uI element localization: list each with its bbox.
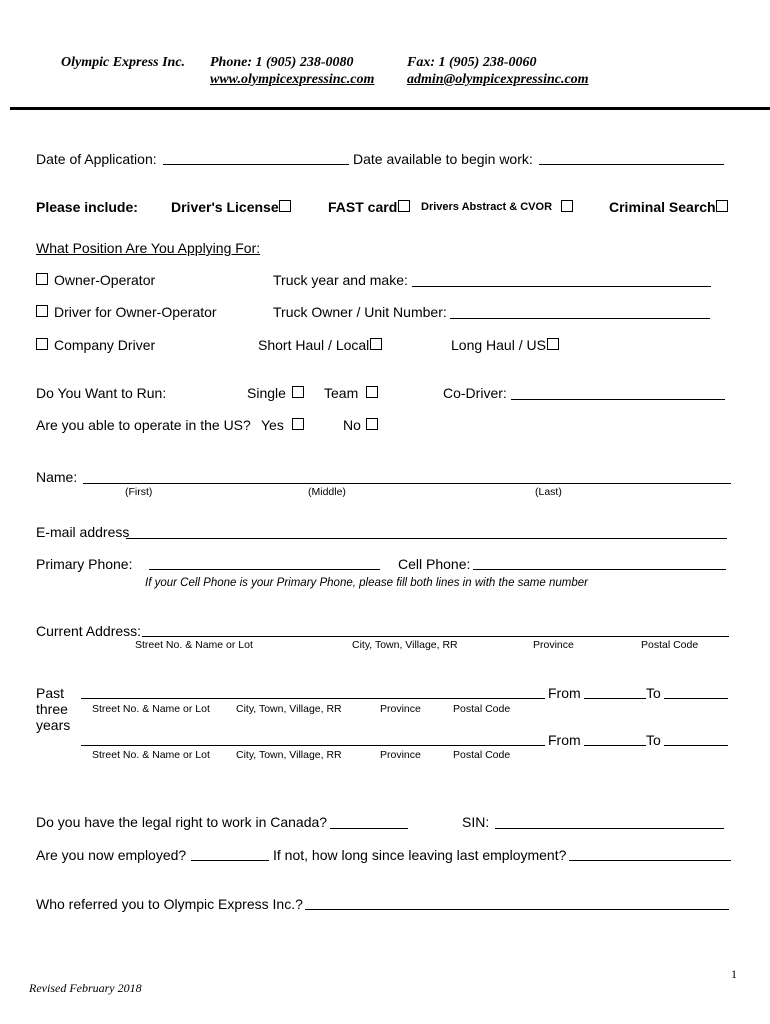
sin-field[interactable] bbox=[495, 828, 724, 829]
date-available-field[interactable] bbox=[539, 164, 724, 165]
drivers-license-checkbox[interactable] bbox=[279, 200, 291, 212]
co-driver-label: Co-Driver: bbox=[443, 385, 507, 401]
past-address-2-field[interactable] bbox=[81, 745, 545, 746]
owner-operator-label: Owner-Operator bbox=[54, 272, 156, 288]
name-middle-caption: (Middle) bbox=[308, 486, 346, 498]
single-checkbox[interactable] bbox=[292, 386, 304, 398]
name-first-caption: (First) bbox=[125, 486, 153, 498]
company-driver-checkbox[interactable] bbox=[36, 338, 48, 350]
email-address-field[interactable] bbox=[126, 538, 727, 539]
truck-owner-unit-label: Truck Owner / Unit Number: bbox=[273, 304, 447, 320]
phone-note: If your Cell Phone is your Primary Phone, please fill both lines in with the same number bbox=[145, 577, 588, 589]
website-link[interactable]: www.olympicexpressinc.com bbox=[210, 72, 375, 87]
team-label: Team bbox=[324, 385, 359, 401]
past-1-postal-caption: Postal Code bbox=[453, 703, 511, 715]
driver-for-oo-checkbox[interactable] bbox=[36, 305, 48, 317]
us-operate-label: Are you able to operate in the US? bbox=[36, 417, 251, 433]
us-yes-label: Yes bbox=[261, 417, 284, 433]
team-checkbox[interactable] bbox=[366, 386, 378, 398]
past-2-to-label: To bbox=[646, 732, 661, 748]
single-label: Single bbox=[247, 385, 286, 401]
past-1-from-field[interactable] bbox=[584, 698, 646, 699]
company-name: Olympic Express Inc. bbox=[61, 55, 186, 70]
since-leaving-label: If not, how long since leaving last employment? bbox=[273, 847, 567, 863]
past-2-to-field[interactable] bbox=[664, 745, 728, 746]
past-1-to-field[interactable] bbox=[664, 698, 728, 699]
email-address-label: E-mail address bbox=[36, 524, 130, 540]
run-label: Do You Want to Run: bbox=[36, 385, 167, 401]
past-1-city-caption: City, Town, Village, RR bbox=[236, 703, 342, 715]
revised-date: Revised February 2018 bbox=[29, 981, 142, 995]
past-1-to-label: To bbox=[646, 685, 661, 701]
page-number: 1 bbox=[731, 967, 737, 981]
past-label-line3: years bbox=[36, 717, 71, 733]
email-link[interactable]: admin@olympicexpressinc.com bbox=[407, 72, 589, 87]
current-postal-caption: Postal Code bbox=[641, 639, 699, 651]
name-label: Name: bbox=[36, 469, 78, 485]
long-haul-label: Long Haul / US bbox=[451, 337, 546, 353]
short-haul-label: Short Haul / Local bbox=[258, 337, 370, 353]
past-2-from-field[interactable] bbox=[584, 745, 646, 746]
fast-card-checkbox[interactable] bbox=[398, 200, 410, 212]
owner-operator-checkbox[interactable] bbox=[36, 273, 48, 285]
past-2-postal-caption: Postal Code bbox=[453, 749, 511, 761]
employed-field[interactable] bbox=[191, 860, 269, 861]
driver-for-oo-label: Driver for Owner-Operator bbox=[54, 304, 217, 320]
cell-phone-label: Cell Phone: bbox=[398, 556, 471, 572]
position-heading: What Position Are You Applying For: bbox=[36, 240, 261, 256]
current-street-caption: Street No. & Name or Lot bbox=[135, 639, 253, 651]
please-include-label: Please include: bbox=[36, 199, 138, 215]
past-2-province-caption: Province bbox=[380, 749, 421, 761]
header-rule bbox=[10, 107, 770, 110]
company-driver-label: Company Driver bbox=[54, 337, 156, 353]
past-address-1-field[interactable] bbox=[81, 698, 545, 699]
right-to-work-field[interactable] bbox=[330, 828, 408, 829]
date-available-label: Date available to begin work: bbox=[353, 151, 533, 167]
short-haul-checkbox[interactable] bbox=[370, 338, 382, 350]
truck-year-make-label: Truck year and make: bbox=[273, 272, 408, 288]
past-1-province-caption: Province bbox=[380, 703, 421, 715]
since-leaving-field[interactable] bbox=[569, 860, 731, 861]
abstract-cvor-label: Drivers Abstract & CVOR bbox=[421, 201, 553, 213]
current-address-field[interactable] bbox=[142, 636, 729, 637]
referred-field[interactable] bbox=[305, 909, 729, 910]
past-label-line1: Past bbox=[36, 685, 65, 701]
date-of-application-field[interactable] bbox=[163, 164, 349, 165]
truck-owner-unit-field[interactable] bbox=[450, 318, 710, 319]
past-1-street-caption: Street No. & Name or Lot bbox=[92, 703, 210, 715]
us-no-checkbox[interactable] bbox=[366, 418, 378, 430]
us-no-label: No bbox=[343, 417, 361, 433]
past-2-city-caption: City, Town, Village, RR bbox=[236, 749, 342, 761]
referred-label: Who referred you to Olympic Express Inc.? bbox=[36, 896, 303, 912]
right-to-work-label: Do you have the legal right to work in Canada? bbox=[36, 814, 328, 830]
name-last-caption: (Last) bbox=[535, 486, 562, 498]
primary-phone-label: Primary Phone: bbox=[36, 556, 133, 572]
co-driver-field[interactable] bbox=[511, 399, 725, 400]
date-of-application-label: Date of Application: bbox=[36, 151, 157, 167]
phone-text: Phone: 1 (905) 238-0080 bbox=[210, 55, 354, 70]
past-label-line2: three bbox=[36, 701, 68, 717]
fax-text: Fax: 1 (905) 238-0060 bbox=[407, 55, 537, 70]
past-2-from-label: From bbox=[548, 732, 581, 748]
truck-year-make-field[interactable] bbox=[412, 286, 711, 287]
current-address-label: Current Address: bbox=[36, 623, 142, 639]
current-city-caption: City, Town, Village, RR bbox=[352, 639, 458, 651]
long-haul-checkbox[interactable] bbox=[547, 338, 559, 350]
abstract-cvor-checkbox[interactable] bbox=[561, 200, 573, 212]
sin-label: SIN: bbox=[462, 814, 490, 830]
past-2-street-caption: Street No. & Name or Lot bbox=[92, 749, 210, 761]
past-1-from-label: From bbox=[548, 685, 581, 701]
name-field[interactable] bbox=[83, 483, 731, 484]
current-province-caption: Province bbox=[533, 639, 574, 651]
fast-card-label: FAST card bbox=[328, 199, 398, 215]
us-yes-checkbox[interactable] bbox=[292, 418, 304, 430]
cell-phone-field[interactable] bbox=[473, 569, 726, 570]
criminal-search-checkbox[interactable] bbox=[716, 200, 728, 212]
criminal-search-label: Criminal Search bbox=[609, 199, 716, 215]
primary-phone-field[interactable] bbox=[149, 569, 380, 570]
employed-label: Are you now employed? bbox=[36, 847, 187, 863]
drivers-license-label: Driver's License bbox=[171, 199, 279, 215]
